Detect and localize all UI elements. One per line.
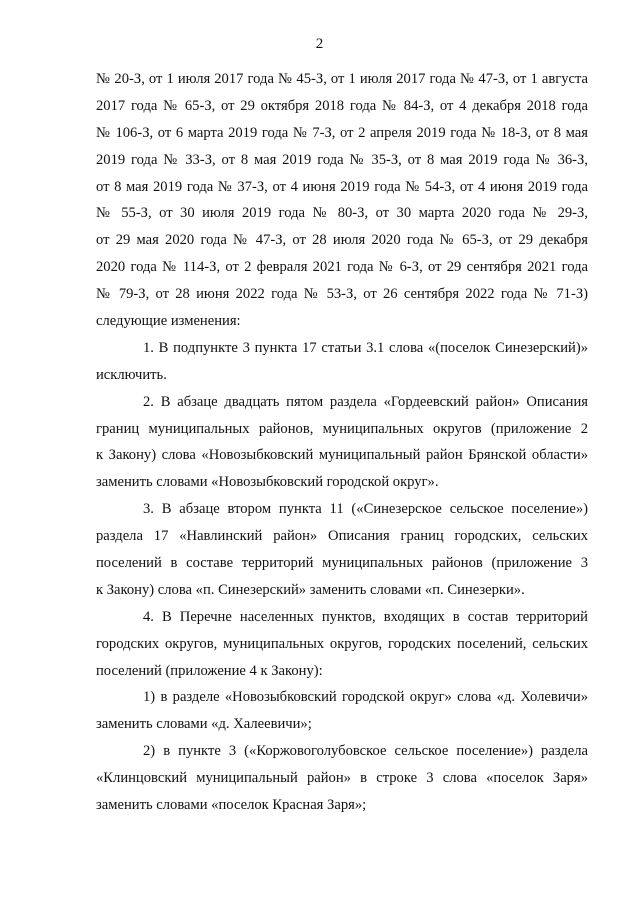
text-line: № 20-З, от 1 июля 2017 года № 45-З, от 1 июля 2017 года № 47-З, от 1 августа xyxy=(96,71,588,87)
paragraph-3-line: к Закону) слова «п. Синезерский» заменить словами «п. Синезерки». xyxy=(96,581,525,598)
paragraph-2-line: 2. В абзаце двадцать пятом раздела «Гордеевский район» Описания xyxy=(143,393,588,410)
paragraph-2-line: границ муниципальных районов, муниципальных округов (приложение 2 xyxy=(96,420,588,437)
subitem-2-line: заменить словами «поселок Красная Заря»; xyxy=(96,797,367,814)
subitem-1-line: 1) в разделе «Новозыбковский городской округ» слова «д. Холевичи» xyxy=(143,689,588,706)
paragraph-3-line: 3. В абзаце втором пункта 11 («Синезерское сельское поселение») xyxy=(143,501,588,518)
paragraph-4-line: 4. В Перечне населенных пунктов, входящих в состав территорий xyxy=(143,608,588,625)
text-line: 2020 года № 114-З, от 2 февраля 2021 года № 6-З, от 29 сентября 2021 года xyxy=(96,259,588,276)
text-line: 2017 года № 65-З, от 29 октября 2018 года № 84-З, от 4 декабря 2018 года xyxy=(96,97,588,114)
subitem-2-line: «Клинцовский муниципальный район» в строке 3 слова «поселок Заря» xyxy=(96,770,588,787)
paragraph-4-line: городских округов, муниципальных округов, городских поселений, сельских xyxy=(96,635,588,652)
subitem-2-line: 2) в пункте 3 («Коржовоголубовское сельское поселение») раздела xyxy=(143,743,588,760)
text-line: от 8 мая 2019 года № 37-З, от 4 июня 2019 года № 54-З, от 4 июня 2019 года xyxy=(96,178,588,195)
paragraph-2-line: заменить словами «Новозыбковский городской округ». xyxy=(96,474,439,491)
paragraph-4-line: поселений (приложение 4 к Закону): xyxy=(96,662,323,679)
paragraph-3-line: поселений в составе территорий муниципальных районов (приложение 3 xyxy=(96,555,588,572)
text-line: № 106-З, от 6 марта 2019 года № 7-З, от 2 апреля 2019 года № 18-З, от 8 мая xyxy=(96,124,588,141)
text-line: 2019 года № 33-З, от 8 мая 2019 года № 35-З, от 8 мая 2019 года № 36-З, xyxy=(96,151,588,168)
text-line: № 55-З, от 30 июля 2019 года № 80-З, от 30 марта 2020 года № 29-З, xyxy=(96,205,588,222)
page-number: 2 xyxy=(315,36,324,52)
text-line: № 79-З, от 28 июня 2022 года № 53-З, от 26 сентября 2022 года № 71-З) xyxy=(96,286,588,303)
paragraph-1-line: исключить. xyxy=(96,366,167,383)
subitem-1-line: заменить словами «д. Халеевичи»; xyxy=(96,716,312,733)
text-line: от 29 мая 2020 года № 47-З, от 28 июля 2020 года № 65-З, от 29 декабря xyxy=(96,232,588,249)
paragraph-1-line: 1. В подпункте 3 пункта 17 статьи 3.1 слова «(поселок Синезерский)» xyxy=(143,339,588,356)
paragraph-3-line: раздела 17 «Навлинский район» Описания границ городских, сельских xyxy=(96,528,588,545)
text-line: следующие изменения: xyxy=(96,313,241,330)
paragraph-2-line: к Закону) слова «Новозыбковский муниципальный район Брянской области» xyxy=(96,447,588,464)
document-body xyxy=(96,66,588,819)
